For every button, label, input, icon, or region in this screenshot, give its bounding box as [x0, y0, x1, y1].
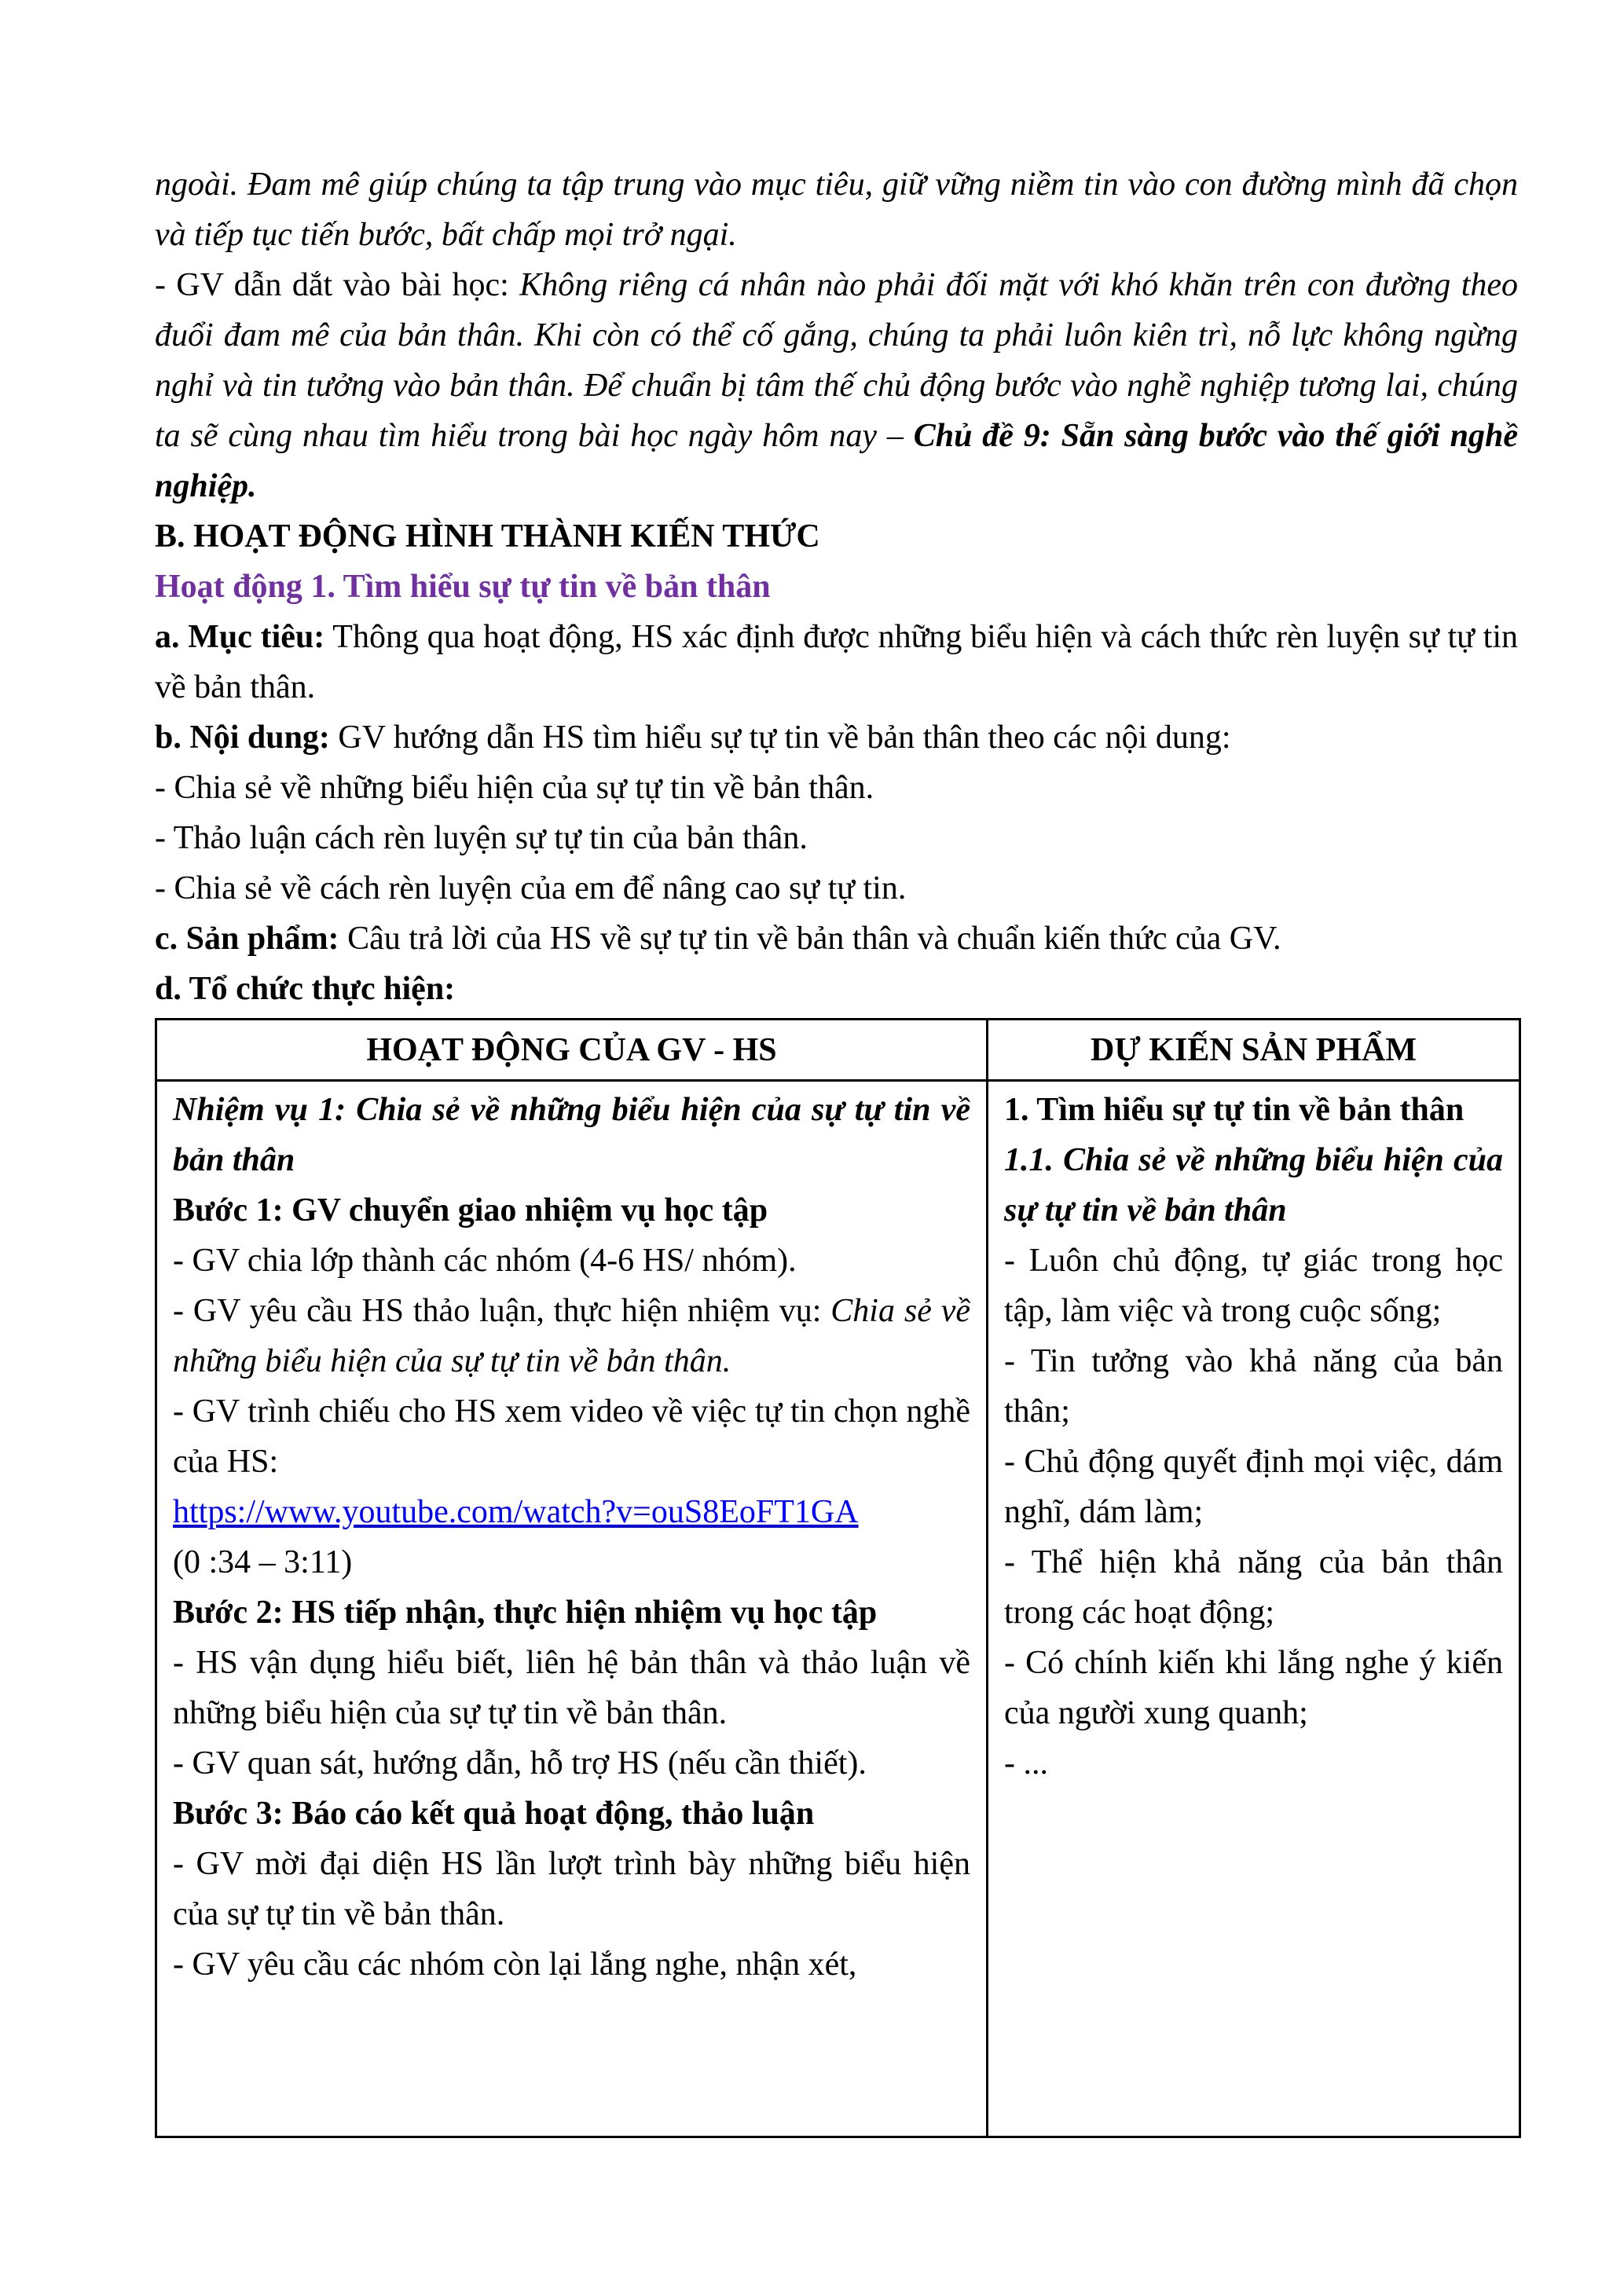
- lead-in-prefix: - GV dẫn dắt vào bài học:: [155, 267, 520, 303]
- objective-paragraph: [155, 612, 1518, 712]
- product-label: c. Sản phẩm:: [155, 921, 339, 957]
- content-item: - Chia sẻ về cách rèn luyện của em để nâng cao sự tự tin.: [155, 870, 907, 906]
- activity-title: Hoạt động 1. Tìm hiểu sự tự tin về bản thân: [155, 569, 771, 605]
- product-item: - Luôn chủ động, tự giác trong học tập, làm việc và trong cuộc sống;: [1004, 1243, 1503, 1329]
- step-1-item: - GV trình chiếu cho HS xem video về việc tự tin chọn nghề của HS:: [173, 1393, 970, 1480]
- table-header-row: [156, 1020, 1520, 1081]
- step-2-title: Bước 2: HS tiếp nhận, thực hiện nhiệm vụ học tập: [173, 1595, 878, 1631]
- header-expected-product: DỰ KIẾN SẢN PHẨM: [988, 1020, 1520, 1081]
- header-teacher-student-activities: HOẠT ĐỘNG CỦA GV - HS: [156, 1020, 988, 1081]
- step-3-item: - GV yêu cầu các nhóm còn lại lắng nghe, nhận xét,: [173, 1946, 857, 1983]
- task-title: Nhiệm vụ 1: Chia sẻ về những biểu hiện của sự tự tin về bản thân: [173, 1092, 970, 1178]
- topic-title: Chủ đề 9: Sẵn sàng bước vào thế giới nghề nghiệp.: [155, 418, 1519, 504]
- content-item: - Chia sẻ về những biểu hiện của sự tự tin về bản thân.: [155, 770, 874, 806]
- lesson-plan-table: [155, 1018, 1521, 2138]
- expected-product-cell: [988, 1081, 1520, 2137]
- section-heading: B. HOẠT ĐỘNG HÌNH THÀNH KIẾN THỨC: [155, 518, 820, 555]
- step-2-item: - GV quan sát, hướng dẫn, hỗ trợ HS (nếu cần thiết).: [173, 1745, 867, 1782]
- document-page: [155, 159, 1518, 1014]
- product-text: Câu trả lời của HS về sự tự tin về bản thân và chuẩn kiến thức của GV.: [339, 921, 1281, 957]
- video-link[interactable]: https://www.youtube.com/watch?v=ouS8EoFT1GA: [173, 1494, 859, 1530]
- product-paragraph: [155, 914, 1518, 964]
- product-item: - ...: [1004, 1745, 1048, 1782]
- objective-text: Thông qua hoạt động, HS xác định được những biểu hiện và cách thức rèn luyện sự tự tin về bản thân.: [155, 619, 1518, 705]
- step-3-item: - GV mời đại diện HS lần lượt trình bày những biểu hiện của sự tự tin về bản thân.: [173, 1846, 970, 1932]
- content-label: b. Nội dung:: [155, 720, 330, 756]
- content-item: - Thảo luận cách rèn luyện sự tự tin của bản thân.: [155, 820, 808, 856]
- product-section-title: 1. Tìm hiểu sự tự tin về bản thân: [1004, 1092, 1465, 1128]
- product-item: - Chủ động quyết định mọi việc, dám nghĩ, dám làm;: [1004, 1444, 1503, 1530]
- product-subsection-title: 1.1. Chia sẻ về những biểu hiện của sự tự tin về bản thân: [1004, 1142, 1503, 1229]
- video-link-line: [173, 1487, 970, 1537]
- table-row: [156, 1081, 1520, 2137]
- lead-in-italic: Không riêng cá nhân nào phải đối mặt với khó khăn trên con đường theo đuổi đam mê của bản thân. Khi còn có thể cố gắng, chúng ta phải luôn kiên trì, nỗ lực không ngừng nghỉ và tin tưởng vào bản thân. Để chuẩn bị tâm thế chủ động bước vào nghề nghiệp tương lai, chúng ta sẽ cùng nhau tìm hiểu trong bài học ngày hôm nay –: [155, 267, 1519, 454]
- content-text: GV hướng dẫn HS tìm hiểu sự tự tin về bản thân theo các nội dung:: [329, 720, 1231, 756]
- organize-label: d. Tổ chức thực hiện:: [155, 971, 456, 1007]
- step-2-item: - HS vận dụng hiểu biết, liên hệ bản thân và thảo luận về những biểu hiện của sự tự tin về bản thân.: [173, 1645, 970, 1731]
- step-1-item: - GV chia lớp thành các nhóm (4-6 HS/ nhóm).: [173, 1243, 797, 1279]
- product-item: - Có chính kiến khi lắng nghe ý kiến của người xung quanh;: [1004, 1645, 1503, 1731]
- step-3-title: Bước 3: Báo cáo kết quả hoạt động, thảo luận: [173, 1796, 815, 1832]
- video-time-range: (0 :34 – 3:11): [173, 1544, 353, 1580]
- step-1-item-italic: Chia sẻ về những biểu hiện của sự tự tin về bản thân.: [173, 1293, 970, 1379]
- intro-paragraph: ngoài. Đam mê giúp chúng ta tập trung vào mục tiêu, giữ vững niềm tin vào con đường mình đã chọn và tiếp tục tiến bước, bất chấp mọi trở ngại.: [155, 167, 1518, 253]
- activities-cell: [156, 1081, 988, 2137]
- step-1-item-prefix: - GV yêu cầu HS thảo luận, thực hiện nhiệm vụ:: [173, 1293, 831, 1329]
- lead-in-paragraph: [155, 260, 1518, 511]
- objective-label: a. Mục tiêu:: [155, 619, 325, 655]
- product-item: - Tin tưởng vào khả năng của bản thân;: [1004, 1343, 1503, 1430]
- content-paragraph: [155, 712, 1518, 763]
- product-item: - Thể hiện khả năng của bản thân trong các hoạt động;: [1004, 1544, 1503, 1631]
- step-1-item: [173, 1286, 970, 1386]
- step-1-title: Bước 1: GV chuyển giao nhiệm vụ học tập: [173, 1192, 768, 1229]
